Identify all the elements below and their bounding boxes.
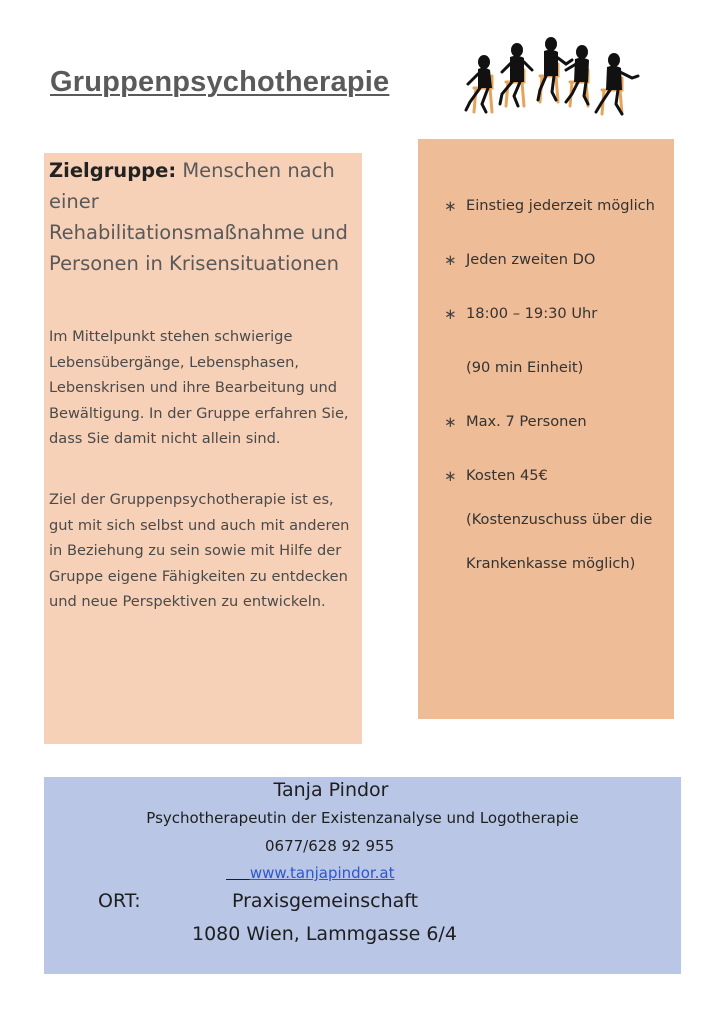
location-name: Praxisgemeinschaft <box>232 890 419 912</box>
description-paragraph-1: Im Mittelpunkt stehen schwierige Lebensübergänge, Lebensphasen, Lebenskrisen und ihre Bearbeitung und Bewältigung. In der Gruppe erfahren Sie, dass Sie damit nicht allein sind. <box>49 328 349 448</box>
bullet-icon: ∗ <box>444 305 457 323</box>
bullet-icon: ∗ <box>444 413 457 431</box>
details-box <box>418 139 674 719</box>
details-item-text: Jeden zweiten DO <box>466 251 596 268</box>
target-group-line-2: einer <box>49 190 99 213</box>
details-list <box>418 139 674 719</box>
website <box>226 864 395 882</box>
bullet-icon: ∗ <box>444 251 457 269</box>
contact-footer <box>44 777 681 974</box>
details-item-text: Max. 7 Personen <box>466 413 587 430</box>
details-item <box>418 197 674 223</box>
details-item-text: Einstieg jederzeit möglich <box>466 197 655 214</box>
details-item-text: Kosten 45€ <box>466 467 548 484</box>
details-item <box>418 305 674 331</box>
target-group-box <box>44 153 362 744</box>
details-item <box>418 413 674 439</box>
phone-number: 0677/628 92 955 <box>265 837 395 855</box>
details-item <box>418 359 674 385</box>
location-label: ORT: <box>98 890 141 912</box>
therapist-name: Tanja Pindor <box>273 779 389 801</box>
website-link[interactable]: www.tanjapindor.at <box>249 864 395 882</box>
details-item <box>418 467 674 493</box>
target-group-line-4: Personen in Krisensituationen <box>49 252 340 275</box>
details-item <box>418 511 674 537</box>
target-group-text <box>49 155 359 279</box>
bullet-icon: ∗ <box>444 197 457 215</box>
group-therapy-figures-icon <box>462 36 642 120</box>
target-group-label: Zielgruppe: <box>49 159 177 182</box>
details-item-text: (Kostenzuschuss über die <box>466 511 653 528</box>
description-paragraph-2: Ziel der Gruppenpsychotherapie ist es, gut mit sich selbst und auch mit anderen in Beziehung zu sein sowie mit Hilfe der Gruppe eigene Fähigkeiten zu entdecken und neue Perspektiven zu entwickeln. <box>49 491 350 611</box>
details-item-text: 18:00 – 19:30 Uhr <box>466 305 598 322</box>
details-item <box>418 251 674 277</box>
page-title: Gruppenpsychotherapie <box>50 66 390 98</box>
address: 1080 Wien, Lammgasse 6/4 <box>192 923 457 945</box>
target-group-line-3: Rehabilitationsmaßnahme und <box>49 221 348 244</box>
details-item-text: Krankenkasse möglich) <box>466 555 636 572</box>
details-item <box>418 555 674 581</box>
target-group-line-1: Menschen nach <box>176 159 335 182</box>
details-item-text: (90 min Einheit) <box>466 359 584 376</box>
bullet-icon: ∗ <box>444 467 457 485</box>
therapist-role: Psychotherapeutin der Existenzanalyse und Logotherapie <box>146 809 579 827</box>
